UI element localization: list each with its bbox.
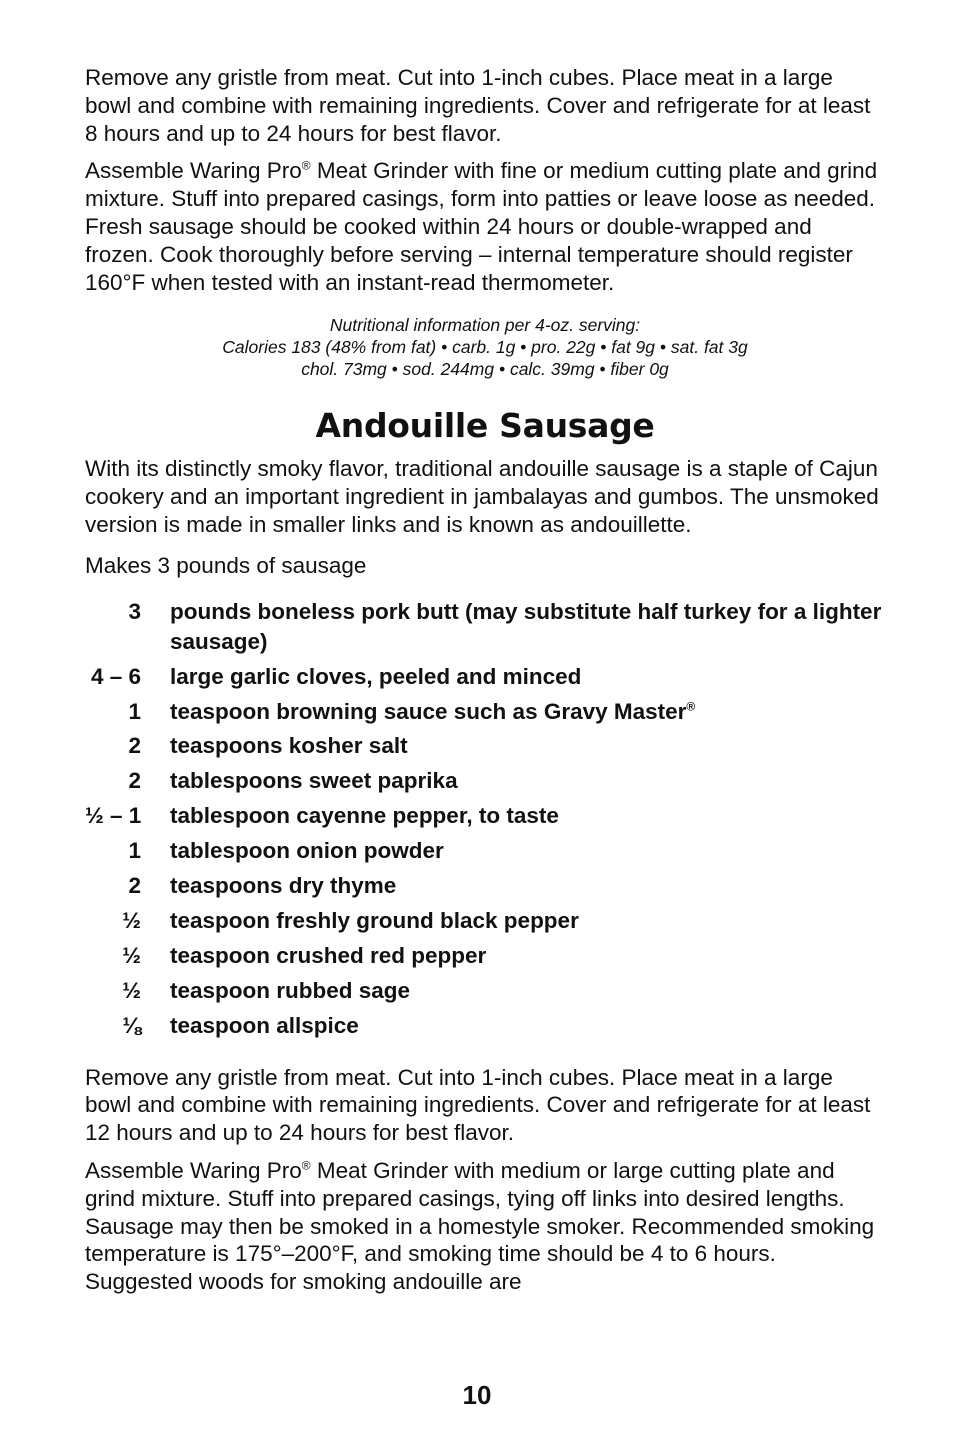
ingredient-text: tablespoon cayenne pepper, to taste <box>170 803 559 829</box>
ingredient-text: teaspoon crushed red pepper <box>170 942 487 968</box>
ingredient-text <box>170 697 885 727</box>
ingredient-text: tablespoon onion powder <box>170 838 444 864</box>
text-span: Assemble Waring Pro <box>85 1157 302 1183</box>
text-span: teaspoon browning sauce such as Gravy Master <box>170 698 687 724</box>
ingredient-qty: 2 <box>128 768 141 794</box>
recipe-title: Andouille Sausage <box>315 406 655 446</box>
ingredient-qty: ½ <box>122 977 141 1003</box>
nutrition-line: chol. 73mg • sod. 244mg • calc. 39mg • fiber 0g <box>301 359 669 380</box>
ingredient-text: teaspoons dry thyme <box>170 873 397 898</box>
ingredient-qty: 4 – 6 <box>90 663 141 689</box>
registered-mark: ® <box>301 158 311 173</box>
ingredient-row <box>85 662 885 692</box>
ingredient-row <box>85 801 885 831</box>
page-content <box>85 64 885 1306</box>
nutrition-line: Nutritional information per 4-oz. serving: <box>329 315 641 336</box>
text-span: Meat Grinder with fine or medium cutting plate and grind mixture. Stuff into prepared casings, form into patties or leave loose as needed. Fresh sausage should be cooked within 24 hours or double-wrapped and frozen. Cook thoroughly before serving – internal temperature should register 160°F when tested with an instant-read thermometer. <box>85 158 878 295</box>
ingredient-text: teaspoon allspice <box>170 1012 359 1038</box>
ingredient-text: teaspoons kosher salt <box>170 733 408 759</box>
method-paragraph: Remove any gristle from meat. Cut into 1-inch cubes. Place meat in a large bowl and combine with remaining ingredients. Cover and refrigerate for at least 12 hours and up to 24 hours for best flavor. <box>85 1064 871 1146</box>
ingredient-row <box>85 976 885 1006</box>
ingredient-qty: ⅛ <box>122 1012 141 1038</box>
registered-mark: ® <box>686 699 696 714</box>
ingredient-qty: 1 <box>128 838 141 864</box>
ingredient-text: large garlic cloves, peeled and minced <box>170 663 582 689</box>
ingredient-qty: ½ <box>122 907 141 933</box>
method-paragraph <box>85 157 885 296</box>
ingredient-qty: ½ – 1 <box>85 803 142 829</box>
method-section <box>85 1064 885 1296</box>
ingredient-text: teaspoon rubbed sage <box>170 977 411 1003</box>
ingredient-row <box>85 697 885 727</box>
ingredient-list <box>85 597 885 1041</box>
text-span: Meat Grinder with medium or large cutting plate and grind mixture. Stuff into prepared casings, tying off links into desired lengths. Sausage may then be smoked in a homestyle smoker. Recommended smoking temperature is 175°–200°F, and smoking time should be 4 to 6 hours. Suggested woods for smoking andouille are <box>85 1157 875 1295</box>
ingredient-row <box>85 871 885 901</box>
ingredient-row <box>85 766 885 796</box>
ingredient-qty: 3 <box>128 598 141 624</box>
ingredient-qty: 2 <box>128 733 141 759</box>
page-number: 10 <box>462 1380 492 1410</box>
ingredient-qty: 2 <box>128 873 141 898</box>
ingredient-row <box>85 731 885 761</box>
ingredient-row <box>85 836 885 866</box>
nutrition-line: Calories 183 (48% from fat) • carb. 1g • pro. 22g • fat 9g • sat. fat 3g <box>222 337 748 358</box>
nutrition-info <box>85 314 885 380</box>
ingredient-qty: 1 <box>128 698 141 724</box>
ingredient-row <box>85 597 885 657</box>
text-span: Assemble Waring Pro <box>85 158 302 184</box>
ingredient-text: pounds boneless pork butt (may substitute half turkey for a lighter sausage) <box>170 598 882 654</box>
ingredient-row <box>85 906 885 936</box>
method-paragraph: Remove any gristle from meat. Cut into 1-inch cubes. Place meat in a large bowl and combine with remaining ingredients. Cover and refrigerate for at least 8 hours and up to 24 hours for best flavor. <box>85 65 871 146</box>
recipe-yield: Makes 3 pounds of sausage <box>85 552 367 578</box>
ingredient-row <box>85 941 885 971</box>
ingredient-text: tablespoons sweet paprika <box>170 768 458 794</box>
recipe-intro: With its distinctly smoky flavor, traditional andouille sausage is a staple of Cajun cookery and an important ingredient in jambalayas and gumbos. The unsmoked version is made in smaller links and is known as andouillette. <box>85 456 879 537</box>
ingredient-row <box>85 1011 885 1041</box>
method-paragraph <box>85 1157 885 1296</box>
ingredient-text: teaspoon freshly ground black pepper <box>170 907 579 933</box>
ingredient-qty: ½ <box>122 942 141 968</box>
registered-mark: ® <box>301 1158 311 1173</box>
